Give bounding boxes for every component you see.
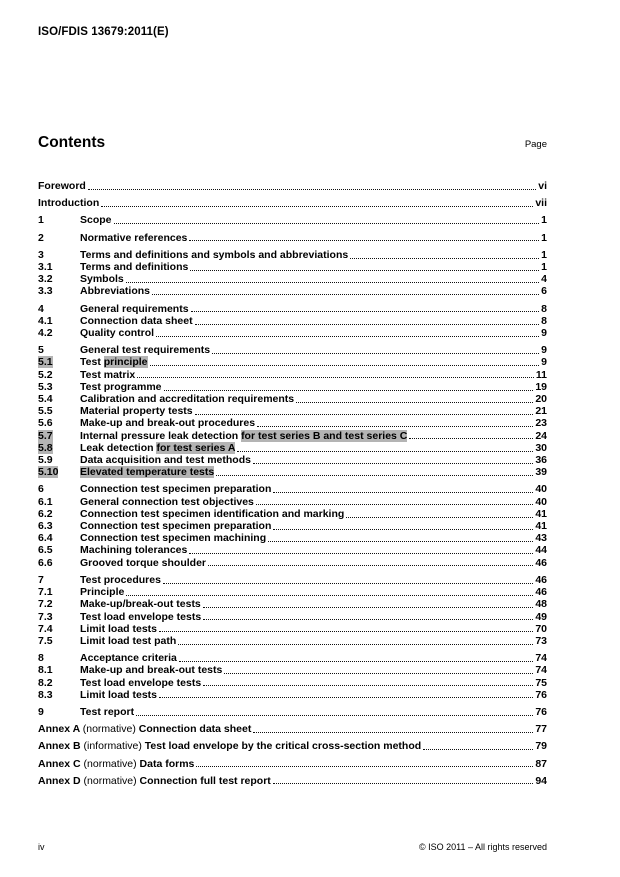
table-of-contents [38,180,547,792]
toc-entry [38,273,547,285]
toc-dot-leader [296,402,533,403]
toc-entry-page: 9 [541,327,547,340]
toc-dot-leader [195,414,534,415]
toc-entry-title: Annex D (normative) Connection full test report [38,774,271,787]
toc-group [38,740,547,752]
toc-dot-leader [101,206,533,207]
toc-entry-number: 5.3 [38,380,53,393]
toc-group [38,232,547,244]
toc-entry-page: 39 [535,466,547,479]
toc-group [38,574,547,647]
toc-dot-leader [203,685,533,686]
toc-entry-title: Annex A (normative) Connection data sheet [38,723,252,736]
toc-group [38,180,547,192]
toc-entry-number: 2 [38,231,44,244]
toc-entry [38,483,547,495]
toc-entry-number: 6.3 [38,520,53,533]
page-footer [38,842,547,852]
toc-dot-leader [273,529,533,530]
toc-entry-number: 5.10 [38,466,59,479]
toc-entry [38,327,547,339]
toc-entry-title: Calibration and accreditation requirements [80,393,295,406]
toc-dot-leader [136,715,533,716]
toc-entry-number: 6.2 [38,507,53,520]
toc-entry-page: 41 [535,507,547,520]
toc-entry [38,344,547,356]
toc-entry-number: 5.1 [38,356,53,369]
toc-entry-number: 6.4 [38,532,53,545]
toc-entry-title: Test procedures [80,573,161,586]
toc-entry [38,261,547,273]
toc-entry-number: 5 [38,344,44,357]
toc-entry [38,775,547,787]
toc-dot-leader [237,451,533,452]
toc-entry-page: 23 [535,417,547,430]
toc-entry-number: 7.1 [38,586,53,599]
toc-dot-leader [159,631,533,632]
toc-entry-page: 1 [541,261,547,274]
toc-entry-number: 5.5 [38,405,53,418]
toc-group [38,758,547,770]
toc-entry-title: Test matrix [80,368,136,381]
toc-entry-title: Test programme [80,380,162,393]
document-id-header: ISO/FDIS 13679:2011(E) [38,26,169,38]
toc-entry-title: Terms and definitions [80,261,189,274]
toc-entry [38,520,547,532]
toc-dot-leader [216,475,533,476]
toc-entry-title: Make-up and break-out procedures [80,417,256,430]
toc-entry-title: Internal pressure leak detection for test series B and test series C [80,429,408,442]
toc-entry-number: 7.5 [38,634,53,647]
toc-entry-number: 8.3 [38,688,53,701]
toc-entry [38,417,547,429]
toc-dot-leader [346,517,533,518]
toc-entry-page: 46 [535,586,547,599]
toc-entry-page: 46 [535,573,547,586]
toc-dot-leader [350,258,539,259]
toc-entry [38,611,547,623]
toc-entry-title: Quality control [80,327,155,340]
toc-entry [38,508,547,520]
toc-entry [38,544,547,556]
toc-entry-title: Abbreviations [80,285,151,298]
toc-entry-page: 94 [535,774,547,787]
toc-entry-number: 8.1 [38,664,53,677]
toc-entry-page: 9 [541,356,547,369]
copyright-notice: © ISO 2011 – All rights reserved [418,842,547,852]
toc-entry-page: 76 [535,705,547,718]
toc-entry-page: vi [538,180,547,192]
toc-entry-title: Connection test specimen preparation [80,520,272,533]
toc-entry [38,586,547,598]
toc-dot-leader [253,732,533,733]
toc-entry-title: Test report [80,705,135,718]
toc-entry-title: Scope [80,214,112,227]
toc-entry-number: 8 [38,652,44,665]
toc-dot-leader [409,438,533,439]
toc-entry-number: 5.2 [38,368,53,381]
toc-entry [38,393,547,405]
toc-group [38,249,547,298]
toc-entry-page: 40 [535,483,547,496]
toc-entry-title: Elevated temperature tests [80,466,215,479]
toc-entry-page: 24 [535,429,547,442]
footer-page-number: iv [38,842,45,852]
toc-entry [38,356,547,368]
toc-entry-title: Test principle [80,356,148,369]
toc-entry-page: 73 [535,634,547,647]
toc-entry [38,557,547,569]
toc-entry-title: General requirements [80,302,189,315]
toc-entry-title: Limit load test path [80,634,177,647]
toc-entry-title: Connection test specimen machining [80,532,267,545]
toc-entry-page: 4 [541,273,547,286]
toc-entry-title: Test load envelope tests [80,676,202,689]
toc-entry [38,405,547,417]
toc-entry-number: 6.6 [38,556,53,569]
toc-dot-leader [423,749,533,750]
toc-dot-leader [196,766,533,767]
toc-entry-page: 19 [535,380,547,393]
toc-entry-page: 41 [535,520,547,533]
toc-dot-leader [152,294,539,295]
toc-entry [38,214,547,226]
toc-dot-leader [268,541,533,542]
toc-entry-page: 70 [535,622,547,635]
toc-entry-page: 21 [535,405,547,418]
toc-entry-number: 3.3 [38,285,53,298]
toc-entry-page: 20 [535,393,547,406]
toc-entry-page: 44 [535,544,547,557]
toc-group [38,723,547,735]
contents-title: Contents [38,134,106,151]
toc-entry [38,758,547,770]
toc-entry [38,706,547,718]
toc-entry-number: 4 [38,302,44,315]
toc-entry-title: Principle [80,586,125,599]
toc-entry [38,723,547,735]
toc-entry [38,623,547,635]
toc-entry-title: General connection test objectives [80,495,254,508]
toc-entry-number: 7 [38,573,44,586]
toc-dot-leader [224,673,533,674]
toc-entry-page: 1 [541,248,547,261]
toc-entry-page: vii [535,197,547,210]
toc-entry-number: 3.1 [38,261,53,274]
toc-entry-title: Connection test specimen preparation [80,483,272,496]
toc-dot-leader [256,504,533,505]
toc-dot-leader [164,390,534,391]
toc-entry-number: 5.8 [38,441,53,454]
toc-entry-number: 6.1 [38,495,53,508]
toc-entry-page: 46 [535,556,547,569]
toc-entry [38,496,547,508]
toc-entry [38,197,547,209]
toc-dot-leader [203,619,533,620]
toc-entry-page: 8 [541,314,547,327]
toc-entry [38,635,547,647]
toc-entry [38,740,547,752]
toc-entry-title: Normative references [80,231,188,244]
toc-dot-leader [156,336,539,337]
toc-entry [38,454,547,466]
toc-dot-leader [114,223,540,224]
toc-entry-title: Data acquisition and test methods [80,454,251,467]
toc-dot-leader [137,377,534,378]
toc-dot-leader [126,595,533,596]
toc-entry-title: Limit load tests [80,688,158,701]
toc-entry [38,664,547,676]
toc-dot-leader [191,311,540,312]
toc-entry [38,652,547,664]
toc-dot-leader [195,324,540,325]
toc-entry-title: Test load envelope tests [80,610,202,623]
toc-entry-title: Machining tolerances [80,544,188,557]
toc-entry-number: 3 [38,248,44,261]
toc-entry-title: Leak detection for test series A [80,441,236,454]
toc-entry-title: Connection test specimen identification and marking [80,507,345,520]
toc-entry-number: 5.4 [38,393,53,406]
toc-entry-page: 49 [535,610,547,623]
toc-dot-leader [190,270,539,271]
toc-entry-title: Introduction [38,197,100,210]
toc-entry-title: Annex C (normative) Data forms [38,757,195,770]
toc-entry-page: 1 [541,214,547,227]
toc-entry [38,285,547,297]
toc-entry [38,430,547,442]
toc-dot-leader [253,463,533,464]
toc-group [38,652,547,701]
toc-entry [38,249,547,261]
toc-entry-page: 77 [535,723,547,736]
toc-entry-number: 5.9 [38,454,53,467]
toc-entry [38,180,547,192]
toc-entry [38,442,547,454]
toc-dot-leader [163,583,533,584]
toc-entry [38,689,547,701]
page-column-label: Page [524,139,547,150]
toc-entry-title: Make-up and break-out tests [80,664,223,677]
toc-entry [38,315,547,327]
toc-entry-title: General test requirements [80,344,211,357]
toc-entry-number: 7.2 [38,598,53,611]
toc-entry [38,532,547,544]
toc-entry [38,303,547,315]
toc-entry-title: Terms and definitions and symbols and abbreviations [80,248,349,261]
toc-dot-leader [159,697,533,698]
toc-dot-leader [273,492,533,493]
toc-entry-page: 79 [535,740,547,753]
toc-entry-number: 6.5 [38,544,53,557]
toc-entry [38,466,547,478]
toc-group [38,706,547,718]
contents-heading-row [38,134,547,152]
toc-dot-leader [257,426,533,427]
toc-entry-title: Symbols [80,273,124,286]
toc-dot-leader [212,353,539,354]
toc-entry [38,574,547,586]
toc-group [38,344,547,478]
toc-entry-page: 8 [541,302,547,315]
toc-entry [38,677,547,689]
toc-dot-leader [189,240,539,241]
toc-entry-page: 40 [535,495,547,508]
toc-dot-leader [126,282,539,283]
toc-entry [38,232,547,244]
toc-entry-number: 5.7 [38,429,53,442]
toc-entry-number: 5.6 [38,417,53,430]
toc-entry-number: 4.1 [38,314,53,327]
toc-entry-page: 75 [535,676,547,689]
toc-entry-number: 3.2 [38,273,53,286]
toc-entry-title: Connection data sheet [80,314,193,327]
toc-dot-leader [189,553,533,554]
toc-entry-title: Annex B (informative) Test load envelope by the critical cross-section method [38,740,422,753]
toc-dot-leader [88,189,536,190]
toc-entry [38,381,547,393]
toc-entry-number: 7.4 [38,622,53,635]
toc-entry-number: 6 [38,483,44,496]
toc-group [38,303,547,340]
toc-entry-title: Material property tests [80,405,193,418]
toc-group [38,214,547,226]
toc-entry-number: 4.2 [38,327,53,340]
toc-entry-title: Limit load tests [80,622,158,635]
toc-dot-leader [273,783,534,784]
toc-entry-page: 43 [535,532,547,545]
toc-entry-title: Foreword [38,180,86,192]
toc-entry-number: 7.3 [38,610,53,623]
toc-entry-number: 1 [38,214,44,227]
toc-group [38,197,547,209]
toc-entry-number: 8.2 [38,676,53,689]
toc-entry-page: 30 [535,441,547,454]
toc-entry-title: Grooved torque shoulder [80,556,207,569]
toc-entry [38,598,547,610]
toc-entry-number: 9 [38,705,44,718]
toc-entry-page: 74 [535,664,547,677]
toc-entry-page: 76 [535,688,547,701]
toc-entry-page: 1 [541,231,547,244]
toc-dot-leader [150,365,540,366]
toc-dot-leader [203,607,534,608]
toc-dot-leader [178,644,533,645]
toc-group [38,775,547,787]
toc-dot-leader [179,661,533,662]
toc-dot-leader [208,565,533,566]
toc-entry-page: 36 [535,454,547,467]
toc-group [38,483,547,568]
toc-entry-page: 48 [535,598,547,611]
toc-entry-page: 11 [535,368,547,381]
toc-entry-page: 87 [535,757,547,770]
toc-entry-page: 9 [541,344,547,357]
toc-entry-title: Acceptance criteria [80,652,177,665]
toc-entry-title: Make-up/break-out tests [80,598,201,611]
toc-entry [38,369,547,381]
toc-entry-page: 6 [541,285,547,298]
toc-entry-page: 74 [535,652,547,665]
